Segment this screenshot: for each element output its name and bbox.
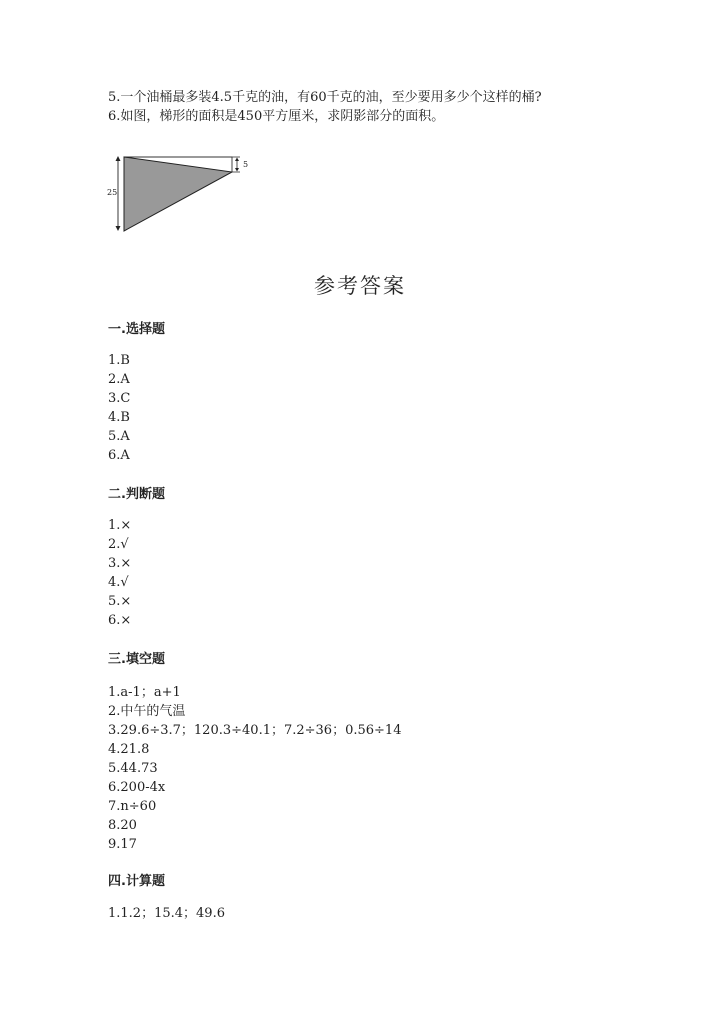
arrowhead-up-icon <box>116 156 121 161</box>
list-item: 5.A <box>108 429 130 444</box>
list-item: 4.√ <box>108 575 129 590</box>
list-item: 2.A <box>108 372 130 387</box>
small-dimension-label: 5 <box>243 160 249 169</box>
list-item: 1.1.2；15.4；49.6 <box>108 906 225 921</box>
list-item: 1.a-1；a+1 <box>108 685 181 700</box>
small-arrowhead-down-icon <box>235 168 239 172</box>
list-item: 8.20 <box>108 818 137 833</box>
shaded-triangle <box>124 157 232 231</box>
list-item: 4.21.8 <box>108 742 150 757</box>
small-arrowhead-up-icon <box>235 158 239 162</box>
answers-title: 参考答案 <box>314 274 406 298</box>
list-item: 5.44.73 <box>108 761 158 776</box>
list-item: 9.17 <box>108 837 137 852</box>
list-item: 1.× <box>108 518 132 533</box>
calc-answers-list <box>108 904 225 923</box>
list-item: 3.29.6÷3.7；120.3÷40.1；7.2÷36；0.56÷14 <box>108 723 402 738</box>
list-item: 2.中午的气温 <box>108 704 186 719</box>
list-item: 5.× <box>108 594 132 609</box>
question-5: 5.一个油桶最多装4.5千克的油，有60千克的油，至少要用多少个这样的桶? <box>108 90 542 105</box>
height-label: 25 <box>107 188 118 197</box>
list-item: 6.200-4x <box>108 780 166 795</box>
list-item: 4.B <box>108 410 130 425</box>
list-item: 6.A <box>108 448 130 463</box>
section-heading-choice: 一.选择题 <box>108 322 165 337</box>
section-heading-calc: 四.计算题 <box>108 874 165 889</box>
section-heading-judge: 二.判断题 <box>108 487 165 502</box>
trapezoid-figure <box>104 150 254 236</box>
question-6: 6.如图，梯形的面积是450平方厘米，求阴影部分的面积。 <box>108 109 445 124</box>
list-item: 3.× <box>108 556 132 571</box>
list-item: 7.n÷60 <box>108 799 157 814</box>
fill-answers-list <box>108 683 401 854</box>
section-heading-fill: 三.填空题 <box>108 652 165 667</box>
choice-answers-list <box>108 351 130 465</box>
list-item: 1.B <box>108 353 130 368</box>
arrowhead-down-icon <box>116 226 121 231</box>
list-item: 3.C <box>108 391 131 406</box>
judge-answers-list <box>108 516 131 630</box>
list-item: 6.× <box>108 613 132 628</box>
list-item: 2.√ <box>108 537 129 552</box>
